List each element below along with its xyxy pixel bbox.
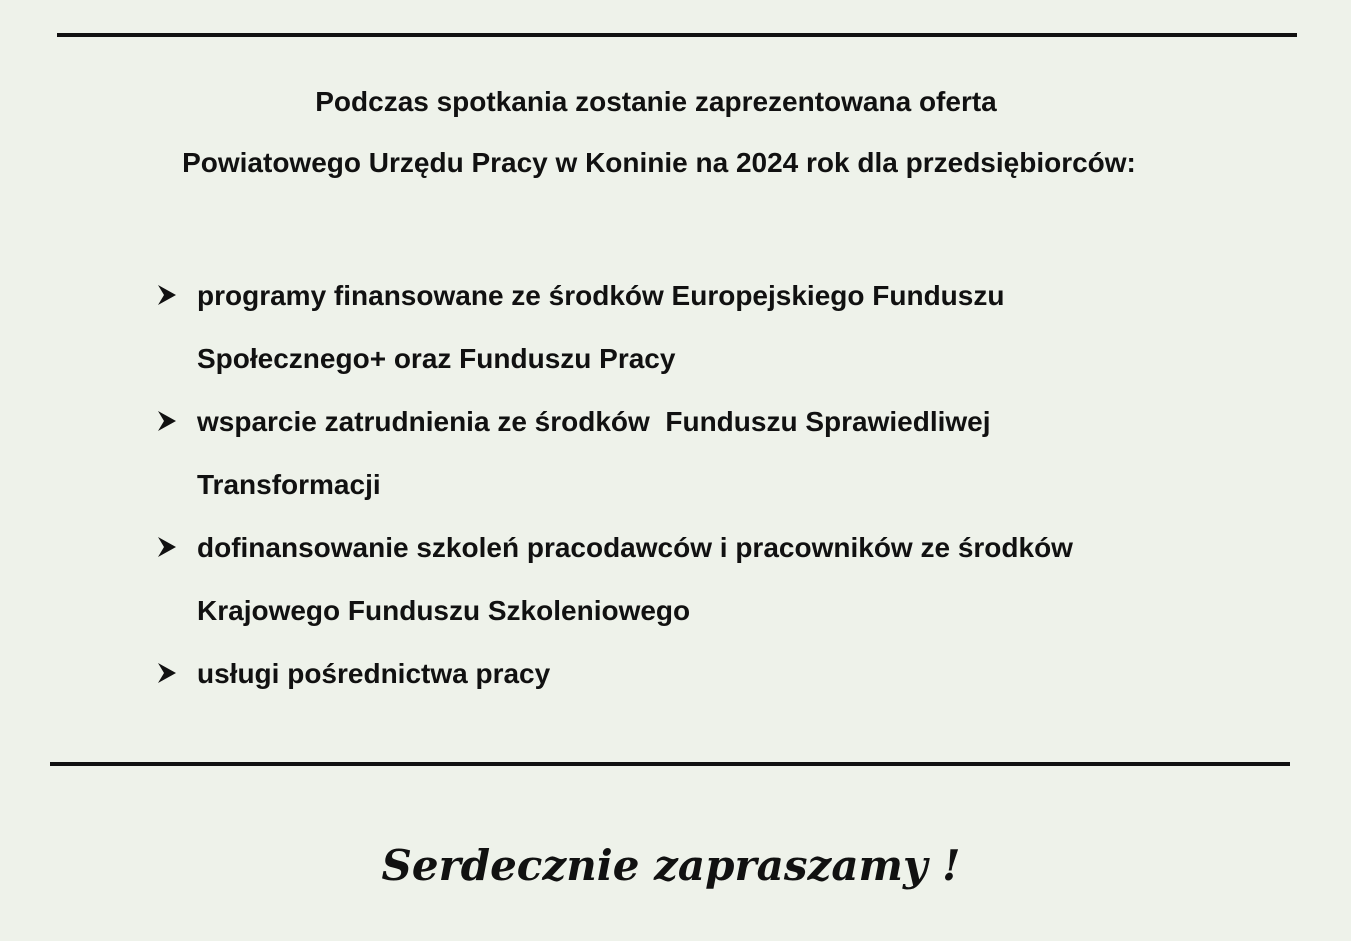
offer-text-line-2: Krajowego Funduszu Szkoleniowego [197,595,691,626]
closing-invitation: Serdecznie zapraszamy ! [381,841,961,890]
offer-item [155,516,1205,642]
offer-text-line-1: dofinansowanie szkoleń pracodawców i pracowników ze środków [197,532,1073,563]
arrowhead-bullet-icon [155,661,179,685]
top-divider [57,33,1297,37]
arrowhead-bullet-icon [155,283,179,307]
offer-item [155,264,1205,390]
offer-text-line-1: usługi pośrednictwa pracy [197,658,551,689]
offer-list [155,264,1205,705]
offer-item [155,642,1205,705]
offer-text-line-1: wsparcie zatrudnienia ze środków Funduszu Sprawiedliwej [197,406,991,437]
offer-text-line-1: programy finansowane ze środków Europejskiego Funduszu [197,280,1005,311]
intro-line-2: Powiatowego Urzędu Pracy w Koninie na 2024 rok dla przedsiębiorców: [182,147,1136,178]
offer-text-line-2: Społecznego+ oraz Funduszu Pracy [197,343,676,374]
arrowhead-bullet-icon [155,409,179,433]
offer-text-line-2: Transformacji [197,469,381,500]
offer-item [155,390,1205,516]
intro-line-1: Podczas spotkania zostanie zaprezentowana oferta [315,86,997,117]
arrowhead-bullet-icon [155,535,179,559]
bottom-divider [50,762,1290,766]
